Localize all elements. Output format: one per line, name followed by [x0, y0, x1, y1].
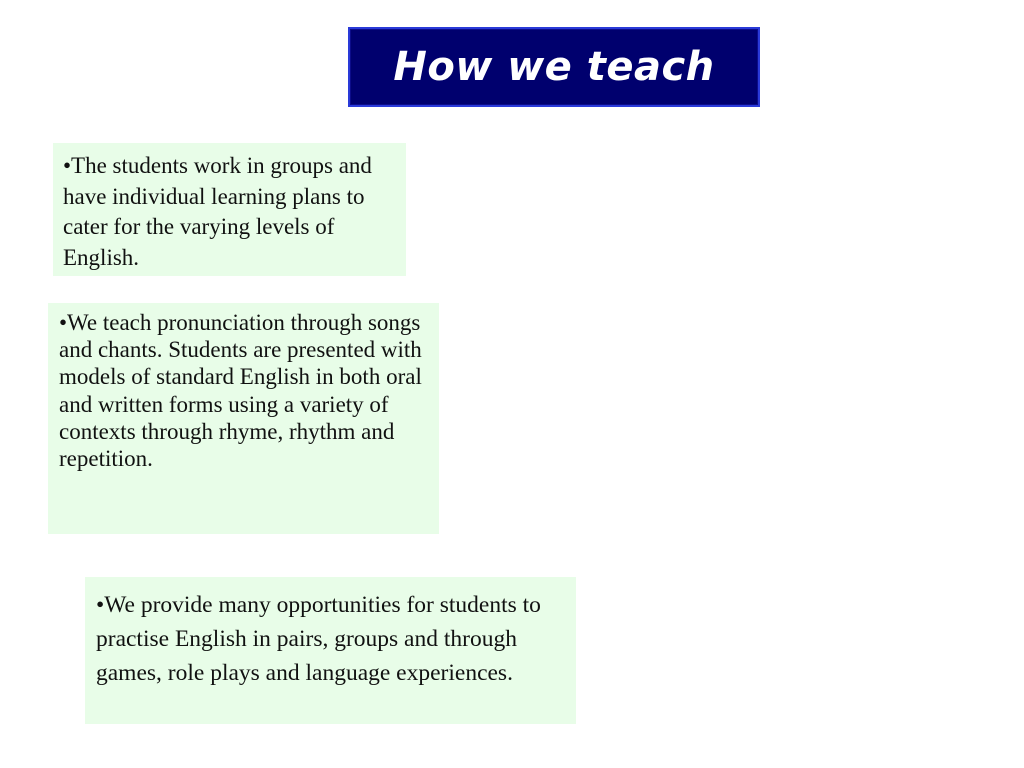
point-text-groups: •The students work in groups and have individual learning plans to cater for the varying levels of English. — [63, 153, 372, 270]
point-card-pronunciation — [48, 303, 439, 534]
point-card-opportunities — [85, 577, 576, 724]
point-text-pronunciation: •We teach pronunciation through songs and chants. Students are presented with models of standard English in both oral and written forms using a variety of contexts through rhyme, rhythm and repetition. — [59, 310, 422, 472]
slide-title: How we teach — [393, 44, 715, 90]
point-card-groups — [53, 143, 406, 276]
point-text-opportunities: •We provide many opportunities for students to practise English in pairs, groups and through games, role plays and language experiences. — [96, 592, 541, 686]
slide-title-banner — [348, 27, 760, 107]
